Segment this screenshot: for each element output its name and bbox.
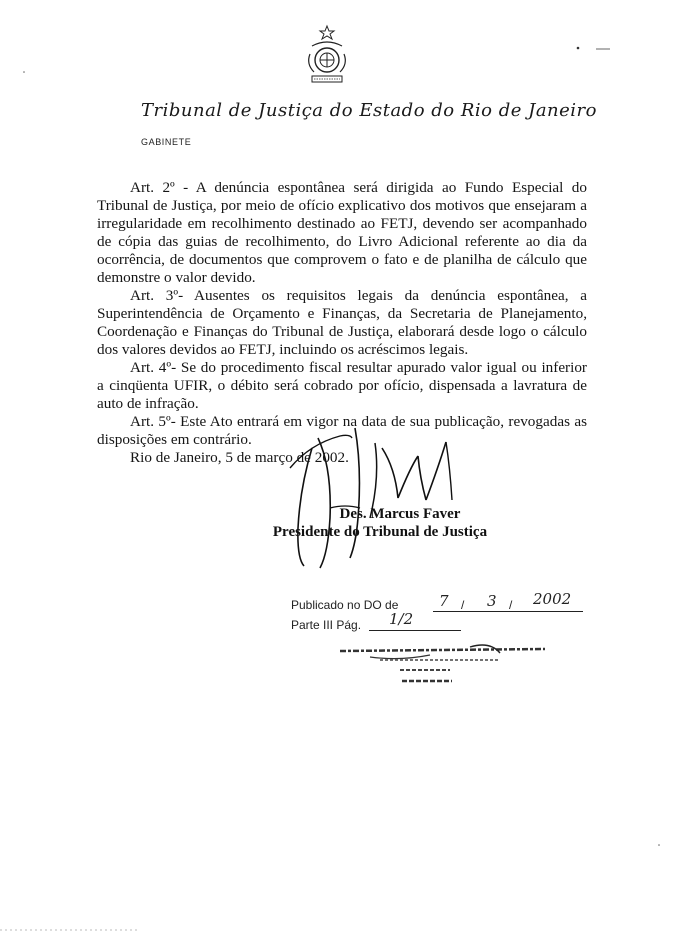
article-4-paragraph: Art. 4º- Se do procedimento fiscal resultar apurado valor igual ou inferior a cinqüenta UFIR, o débito será cobrado por ofício, dispensada a lavratura de auto de infração. — [97, 359, 587, 412]
publication-day: 7 — [439, 592, 449, 610]
publication-year: 2002 — [533, 590, 572, 608]
publication-date-row: Publicado no DO de 7 / 3 / 2002 — [291, 598, 601, 618]
handwritten-signature — [270, 408, 470, 573]
publication-month: 3 — [487, 592, 497, 610]
signatory-name: Des. Marcus Faver — [339, 506, 461, 522]
place-and-date: Rio de Janeiro, 5 de março de 2002. — [130, 449, 349, 466]
signatory-title: Presidente do Tribunal de Justiça — [272, 524, 488, 540]
publication-stamp — [291, 590, 601, 638]
court-title: Tribunal de Justiça do Estado do Rio de Janeiro — [141, 100, 597, 121]
part-label: Parte III Pág. — [291, 618, 362, 632]
official-stamp-smudge — [340, 643, 575, 691]
publication-page-row — [291, 610, 601, 638]
state-coat-of-arms-icon — [302, 24, 352, 90]
article-3-paragraph: Art. 3º- Ausentes os requisitos legais da denúncia espontânea, a Superintendência de Orçamento e Finanças, da Secretaria de Planejamento, Coordenação e Finanças do Tribunal de Justiça, elaborará desde logo o cálculo dos valores devidos ao FETJ, incluindo os acréscimos legais. — [97, 287, 587, 358]
published-label: Publicado no DO de — [291, 598, 399, 612]
article-5-paragraph: Art. 5º- Este Ato entrará em vigor na data de sua publicação, revogadas as disposições em contrário. — [97, 413, 587, 448]
department-label: GABINETE — [141, 137, 192, 147]
article-2-paragraph: Art. 2º - A denúncia espontânea será dirigida ao Fundo Especial do Tribunal de Justiça, por meio de ofício explicativo dos motivos que ensejaram a irregularidade em recolhimento destinado ao FETJ, devendo ser acompanhado de cópia das guias de recolhimento, do Livro Adicional referente ao dia da ocorrência, de documentos que comprovem o fato e de planilha de cálculo que demonstre o valor devido. — [97, 179, 587, 286]
publication-page: 1/2 — [389, 610, 414, 628]
